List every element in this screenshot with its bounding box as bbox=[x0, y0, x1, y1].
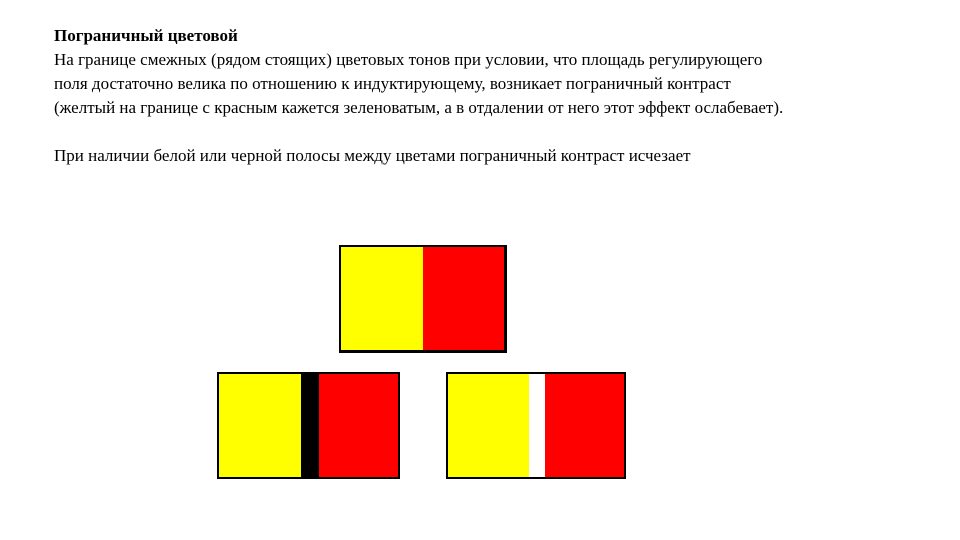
slide-text bbox=[54, 24, 934, 168]
slide-title: Пограничный цветовой bbox=[54, 26, 238, 45]
yellow-field bbox=[341, 247, 423, 350]
paragraph-gap bbox=[54, 120, 934, 144]
paragraph-line-3: (желтый на границе с красным кажется зеленоватым, а в отдалении от него этот эффект ослабевает). bbox=[54, 98, 784, 117]
swatch-yellow-white-red bbox=[446, 372, 626, 479]
white-stripe bbox=[529, 374, 545, 477]
yellow-field bbox=[448, 374, 529, 477]
paragraph-line-1: На границе смежных (рядом стоящих) цветовых тонов при условии, что площадь регулирующего bbox=[54, 50, 763, 69]
black-stripe bbox=[301, 374, 319, 477]
yellow-field bbox=[219, 374, 301, 477]
red-field bbox=[423, 247, 505, 350]
swatch-yellow-black-red bbox=[217, 372, 400, 479]
red-field bbox=[319, 374, 398, 477]
red-field bbox=[545, 374, 624, 477]
slide-note: При наличии белой или черной полосы между цветами пограничный контраст исчезает bbox=[54, 146, 691, 165]
paragraph-line-2: поля достаточно велика по отношению к индуктирующему, возникает пограничный контраст bbox=[54, 74, 731, 93]
swatch-yellow-red bbox=[339, 245, 507, 353]
